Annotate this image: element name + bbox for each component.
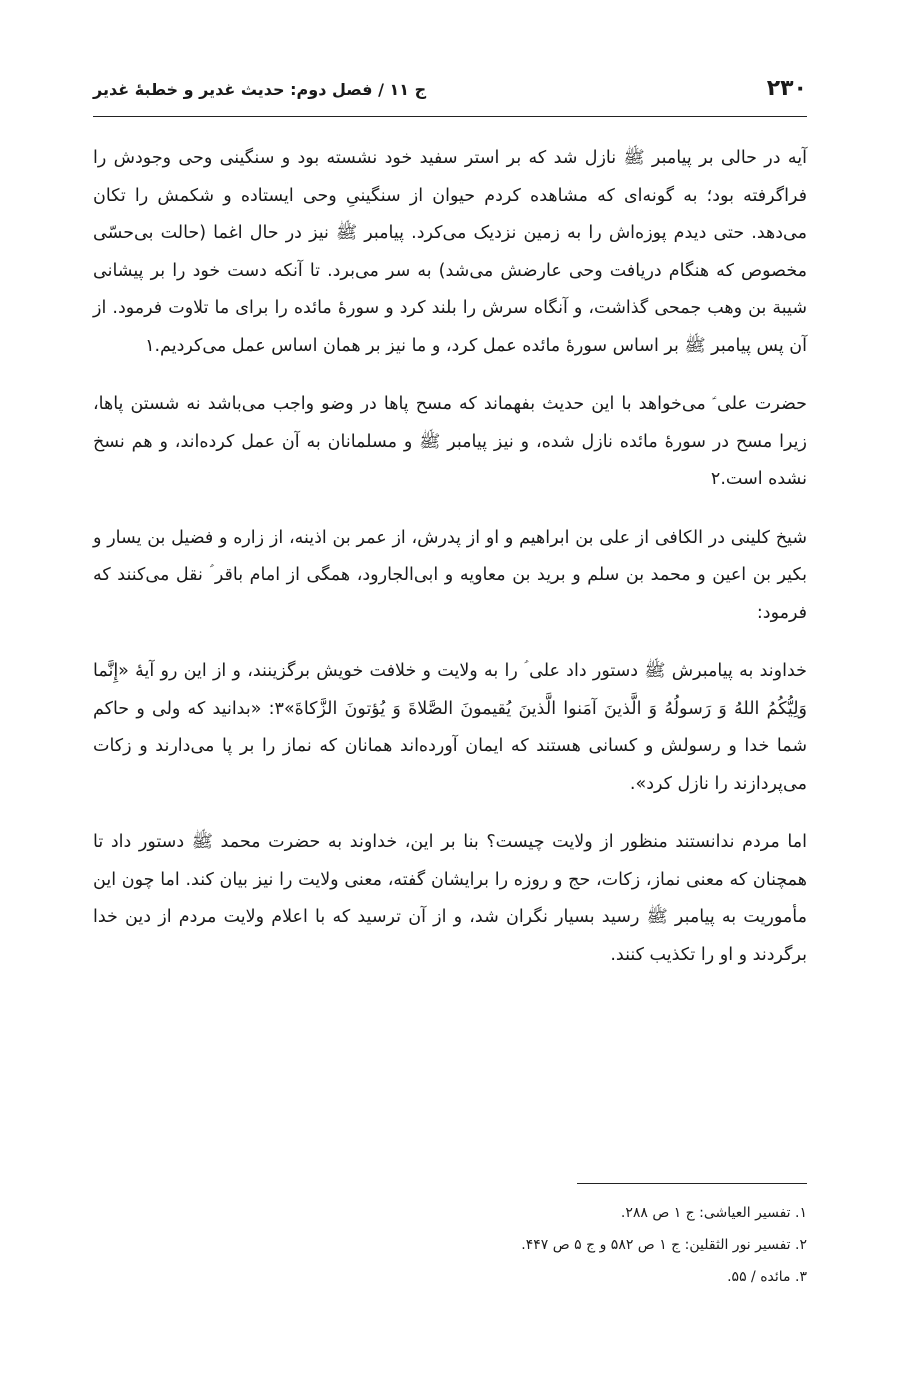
page-header xyxy=(93,66,807,117)
paragraph-4-quote: خداوند به پیامبرش ﷺ دستور داد علی ؑ را به ولایت و خلافت خویش برگزینند، و از این رو آیهٔ «إِنَّما وَلِيُّكُمُ اللهُ وَ رَسولُهُ وَ الَّذينَ آمَنوا الَّذينَ يُقيمونَ الصَّلاةَ وَ يُؤتونَ الزَّكاةَ»۳: «بدانید که ولی و حاکم شما خدا و رسولش و کسانی هستند که ایمان آورده‌اند همانان که نماز را بر پا می‌دارند و زکات می‌پردازند را نازل کرد». xyxy=(93,661,807,794)
running-title: ج ۱۱ / فصل دوم: حدیث غدیر و خطبهٔ غدیر xyxy=(93,80,427,99)
footnote-2: ۲. تفسیر نور الثقلین: ج ۱ ص ۵۸۲ و ج ۵ ص ۴۴۷. xyxy=(521,1237,807,1253)
paragraph-3: شیخ کلینی در الکافی از علی بن ابراهیم و او از پدرش، از عمر بن اذینه، از زاره و فضیل بن یسار و بکیر بن اعین و محمد بن سلم و برید بن معاویه و ابی‌الجارود، همگی از امام باقر ؑ نقل می‌کنند که فرمود: xyxy=(93,527,807,623)
paragraph-1: آیه در حالی بر پیامبر ﷺ نازل شد که بر استر سفید خود نشسته بود و سنگینی وحی وجودش را فراگرفته بود؛ به گونه‌ای که مشاهده کردم حیوان از سنگینیِ وحی ایستاده و شکمش را تکان می‌دهد. حتی دیدم پوزه‌اش را به زمین نزدیک می‌کرد. پیامبر ﷺ نیز در حال اغما (حالت بی‌حسّی مخصوص که هنگام دریافت وحی عارضش می‌شد) به سر می‌برد. تا آنکه دست خود را بر پیشانی شیبة بن وهب جمحی گذاشت، و آنگاه سرش را بلند کرد و سورهٔ مائده را برای ما تلاوت فرمود. از آن پس پیامبر ﷺ بر اساس سورهٔ مائده عمل کرد، و ما نیز بر همان اساس عمل می‌کردیم.۱ xyxy=(93,148,807,356)
page-number: ۲۳۰ xyxy=(766,76,807,101)
footnote-1: ۱. تفسیر العیاشی: ج ۱ ص ۲۸۸. xyxy=(620,1205,807,1221)
footnote-3: ۳. مائده / ۵۵. xyxy=(727,1269,807,1285)
footnote-divider xyxy=(577,1183,807,1184)
paragraph-5: اما مردم ندانستند منظور از ولایت چیست؟ بنا بر این، خداوند به حضرت محمد ﷺ دستور داد تا همچنان که معنی نماز، زکات، حج و روزه را برایشان گفته، معنی ولایت را نیز بیان کند. اما چون این مأموریت به پیامبر ﷺ رسید بسیار نگران شد، و از آن ترسید که با اعلام ولایت مردم از دین خدا برگردند و او را تکذیب کنند. xyxy=(93,832,807,965)
paragraph-2: حضرت علی ؑ می‌خواهد با این حدیث بفهماند که مسح پاها در وضو واجب می‌باشد نه شستن پاها، زیرا مسح در سورهٔ مائده نازل شده، و نیز پیامبر ﷺ و مسلمانان به آن عمل کرده‌اند، و هم نسخ نشده است.۲ xyxy=(93,394,807,489)
footnotes xyxy=(247,1197,807,1293)
body-text xyxy=(93,140,807,995)
